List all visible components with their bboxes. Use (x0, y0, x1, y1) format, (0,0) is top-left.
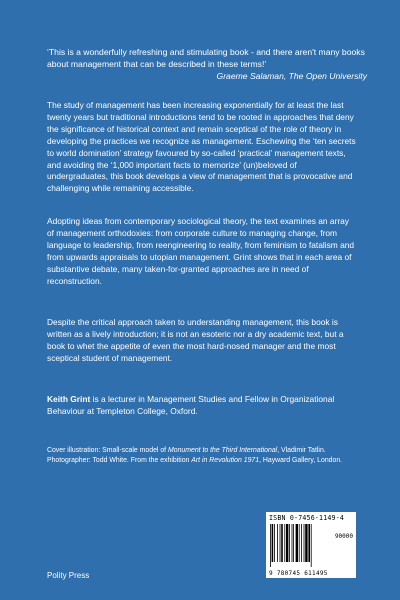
barcode-bar (280, 524, 281, 562)
credits-suffix: , Hayward Gallery, London. (259, 457, 343, 464)
endorsement-quote (47, 46, 367, 82)
credits-exhibition: Art in Revolution 1971 (191, 457, 260, 464)
author-bio-text: is a lecturer in Management Studies and Fellow in Organizational Behaviour at Templeton College, Oxford. (47, 394, 335, 416)
quote-source: The Open University (288, 71, 367, 81)
barcode-bar (289, 524, 290, 562)
barcode-bar (286, 524, 288, 562)
blurb-paragraph: The study of management has been increasing exponentially for at least the last twenty years but traditional introductions tend to be rooted in approaches that deny the significance of historical context and remain sceptical of the role of theory in developing the practices we recognize as management. Eschewing the ‘ten secrets to world domination’ strategy favoured by so-called ‘practical’ management texts, and avoiding the ‘1,000 important facts to memorize’ (un)beloved of undergraduates, this book develops a view of management that is provocative and challenging while remaining accessible. (47, 100, 356, 194)
blurb-paragraph: Despite the critical approach taken to understanding management, this book is written as a lively introduction; it is not an esoteric nor a dry academic text, but a book to whet the appetite of even the most hard-nosed manager and the most sceptical student of management. (47, 317, 344, 363)
barcode-bar (304, 524, 305, 562)
barcode-bar (270, 524, 271, 567)
barcode-bar (296, 524, 298, 562)
isbn-number: ISBN 0-7456-1149-4 (269, 514, 345, 522)
barcode-bar (293, 524, 294, 562)
barcode-bar (272, 524, 274, 562)
barcode-bar (274, 524, 275, 562)
blurb-paragraph: Adopting ideas from contemporary sociological theory, the text examines an array of management orthodoxies: from corporate culture to managing change, from language to leadership, from reengineering to reality, from feminism to fatalism and from upwards appraisals to utopian management. Grint shows that in each area of substantive debate, many taken-for-granted approaches are in need of reconstruction. (47, 216, 355, 286)
price-code: 90000 (334, 533, 353, 540)
publisher-name: Polity Press (47, 571, 90, 580)
author-bio (47, 394, 357, 418)
barcode-bar (284, 524, 285, 562)
barcode-bar (299, 524, 300, 562)
isbn-barcode (266, 512, 356, 578)
quote-text: ‘This is a wonderfully refreshing and stimulating book - and there aren't many books about management that can be described in these terms!’ (47, 47, 365, 69)
barcode-bars (269, 524, 353, 569)
author-name: Keith Grint (47, 394, 91, 404)
credits-work: Monument to the Third International (168, 447, 278, 454)
quote-attribution (47, 70, 367, 82)
barcode-bar (311, 524, 312, 567)
quote-author: Graeme Salaman, (216, 71, 287, 81)
credits-artist: , Vladimir Tatlin. Photographer: Todd White. From the exhibition (47, 447, 326, 464)
barcode-bar (281, 524, 283, 562)
barcode-bar (308, 524, 310, 562)
barcode-bar (301, 524, 302, 562)
barcode-bar (305, 524, 307, 562)
barcode-bar (277, 524, 278, 562)
credits-prefix: Cover illustration: Small-scale model of (47, 447, 169, 454)
barcode-bar (292, 524, 293, 562)
cover-credits (47, 446, 347, 466)
ean-number: 9 780745 611495 (269, 570, 328, 577)
